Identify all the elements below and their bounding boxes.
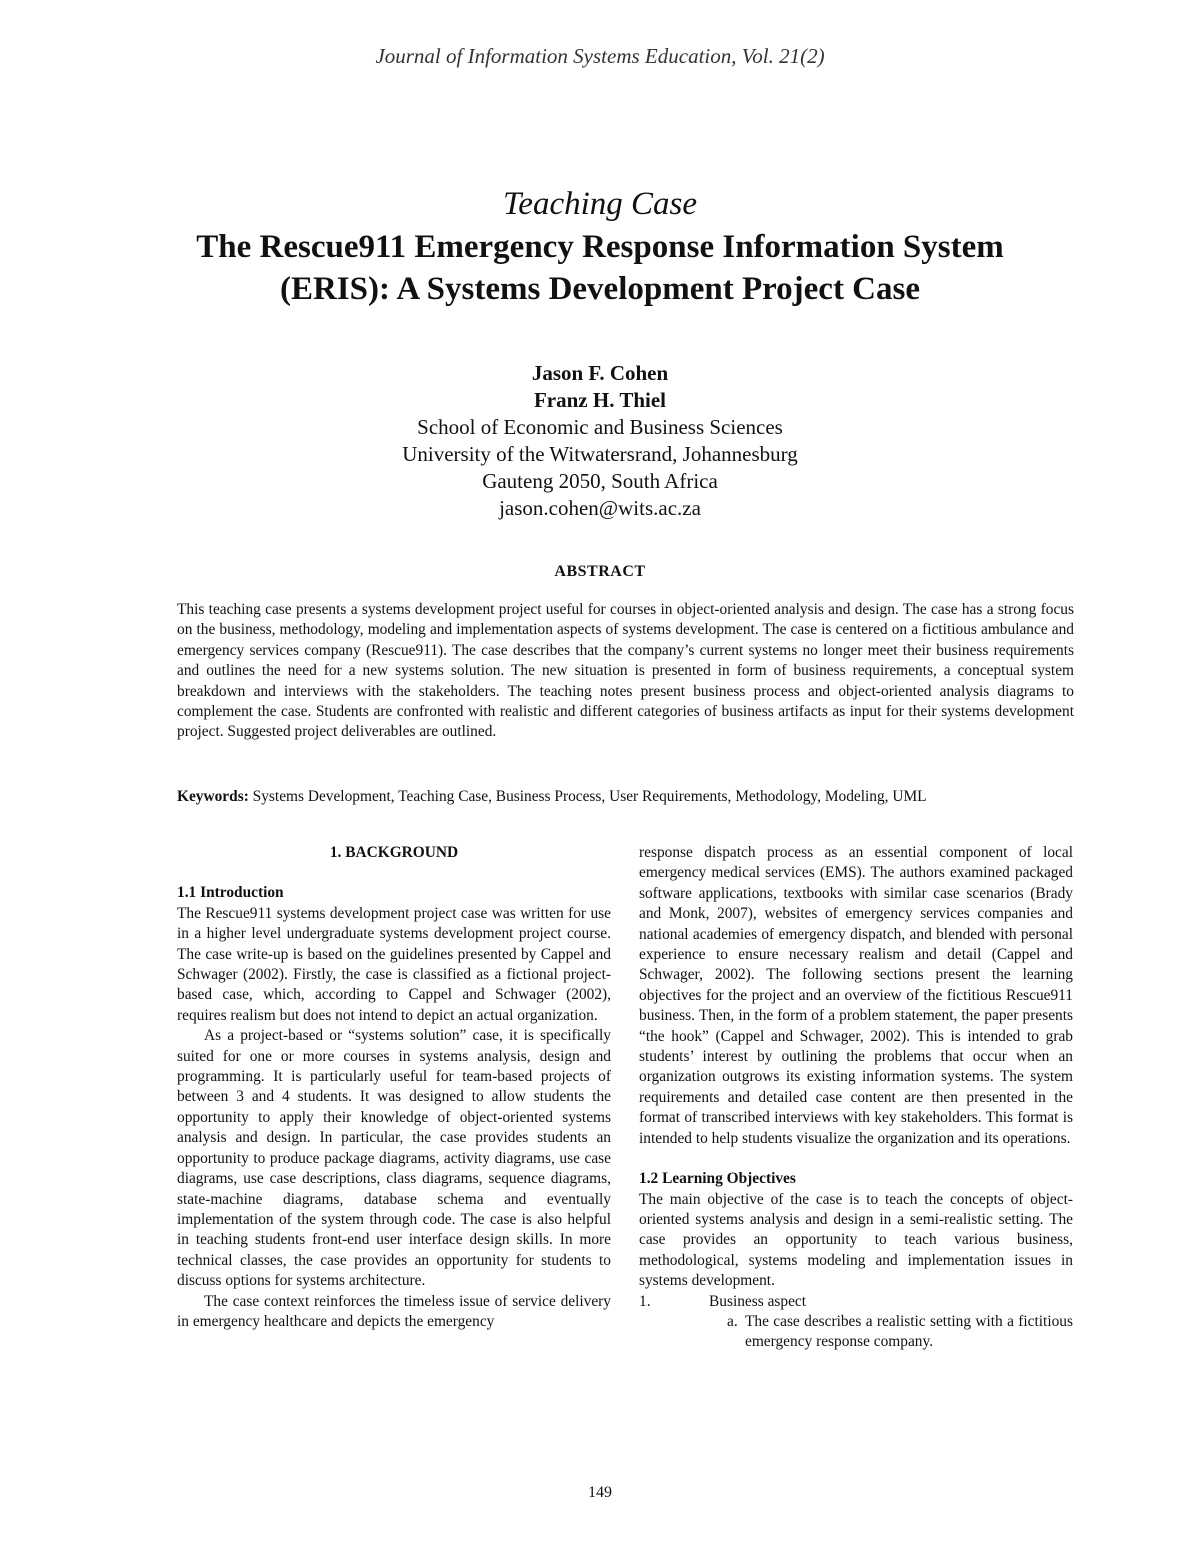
abstract-heading: ABSTRACT	[554, 563, 646, 580]
sub-list-item-text: The case describes a realistic setting with a fictitious emergency response company.	[745, 1312, 1073, 1351]
keywords-text: Systems Development, Teaching Case, Business Process, User Requirements, Methodology, Modeling, UML	[248, 788, 927, 805]
paper-title-line1: The Rescue911 Emergency Response Information System	[196, 229, 1004, 265]
left-column	[177, 843, 611, 1332]
sub-list-letter: a.	[727, 1312, 738, 1330]
case-type-label: Teaching Case	[502, 186, 698, 222]
affiliation-line-1: School of Economic and Business Sciences	[417, 415, 783, 439]
subsection-heading-learning-objectives: 1.2 Learning Objectives	[639, 1170, 796, 1188]
affiliation-line-2: University of the Witwatersrand, Johannesburg	[402, 442, 798, 466]
author-block	[0, 360, 1200, 522]
affiliation-line-3: Gauteng 2050, South Africa	[482, 469, 718, 493]
title-block	[0, 182, 1200, 310]
sub-list-item	[639, 1312, 1073, 1353]
list-item	[639, 1292, 1073, 1312]
author-name-1: Jason F. Cohen	[531, 361, 669, 385]
abstract-text: This teaching case presents a systems development project useful for courses in object-oriented analysis and design. The case has a strong focus on the business, methodology, modeling and implementation aspects of systems development. The case is centered on a fictitious ambulance and emergency services company (Rescue911). The case describes that the company’s current systems no longer meet their business requirements and outlines the need for a new systems solution. The new situation is presented in form of business requirements, a conceptual system breakdown and interviews with the stakeholders. The teaching notes present business process and object-oriented analysis diagrams to complement the case. Students are confronted with realistic and different categories of business artifacts as input for their systems development project. Suggested project deliverables are outlined.	[177, 601, 1074, 741]
journal-header: Journal of Information Systems Education, Vol. 21(2)	[375, 44, 825, 68]
intro-paragraph-3: The case context reinforces the timeless issue of service delivery in emergency healthcare and depicts the emergency	[177, 1292, 611, 1330]
keywords-line	[177, 787, 1074, 807]
list-item-text: Business aspect	[709, 1292, 807, 1310]
subsection-heading-introduction: 1.1 Introduction	[177, 884, 284, 902]
objectives-paragraph: The main objective of the case is to teach the concepts of object-oriented systems analysis and design in a semi-realistic setting. The case provides an opportunity to teach various business, methodological, systems modeling and implementation issues in systems development.	[639, 1190, 1073, 1290]
paper-title-line2: (ERIS): A Systems Development Project Case	[279, 271, 921, 307]
intro-paragraph-1: The Rescue911 systems development project case was written for use in a higher level undergraduate systems development project course. The case write-up is based on the guidelines presented by Cappel and Schwager (2002). Firstly, the case is classified as a fictional project-based case, which, according to Cappel and Schwager (2002), requires realism but does not intend to depict an actual organization.	[177, 904, 611, 1024]
section-heading-background: 1. BACKGROUND	[329, 844, 459, 861]
right-column	[639, 843, 1073, 1353]
author-name-2: Franz H. Thiel	[533, 388, 667, 412]
page-number: 149	[588, 1484, 612, 1501]
intro-paragraph-4: response dispatch process as an essential component of local emergency medical services (EMS). The authors examined packaged software applications, textbooks with similar case scenarios (Brady and Monk, 2007), websites of emergency services companies and national academies of emergency dispatch, and blended with personal experience to ensure necessary realism and detail (Cappel and Schwager, 2002). The following sections present the learning objectives for the project and an overview of the fictitious Rescue911 business. Then, in the form of a problem statement, the paper presents “the hook” (Cappel and Schwager, 2002). This is intended to grab students’ interest by outlining the problems that occur when an organization outgrows its existing information systems. The system requirements and detailed case content are then presented in the format of transcribed interviews with key stakeholders. This format is intended to help students visualize the organization and its operations.	[639, 844, 1073, 1147]
author-email: jason.cohen@wits.ac.za	[499, 496, 701, 520]
list-number: 1.	[639, 1292, 651, 1310]
intro-paragraph-2: As a project-based or “systems solution” case, it is specifically suited for one or more courses in systems analysis, design and programming. It is particularly useful for team-based projects of between 3 and 4 students. It was designed to allow students the opportunity to apply their knowledge of object-oriented systems analysis and design. In particular, the case provides students an opportunity to produce package diagrams, activity diagrams, use case diagrams, use case descriptions, class diagrams, sequence diagrams, state-machine diagrams, database schema and eventually implementation of the system through code. The case is also helpful in teaching students front-end user interface design skills. In more technical classes, the case provides an opportunity for students to discuss options for systems architecture.	[177, 1027, 611, 1290]
keywords-label: Keywords:	[177, 788, 249, 805]
